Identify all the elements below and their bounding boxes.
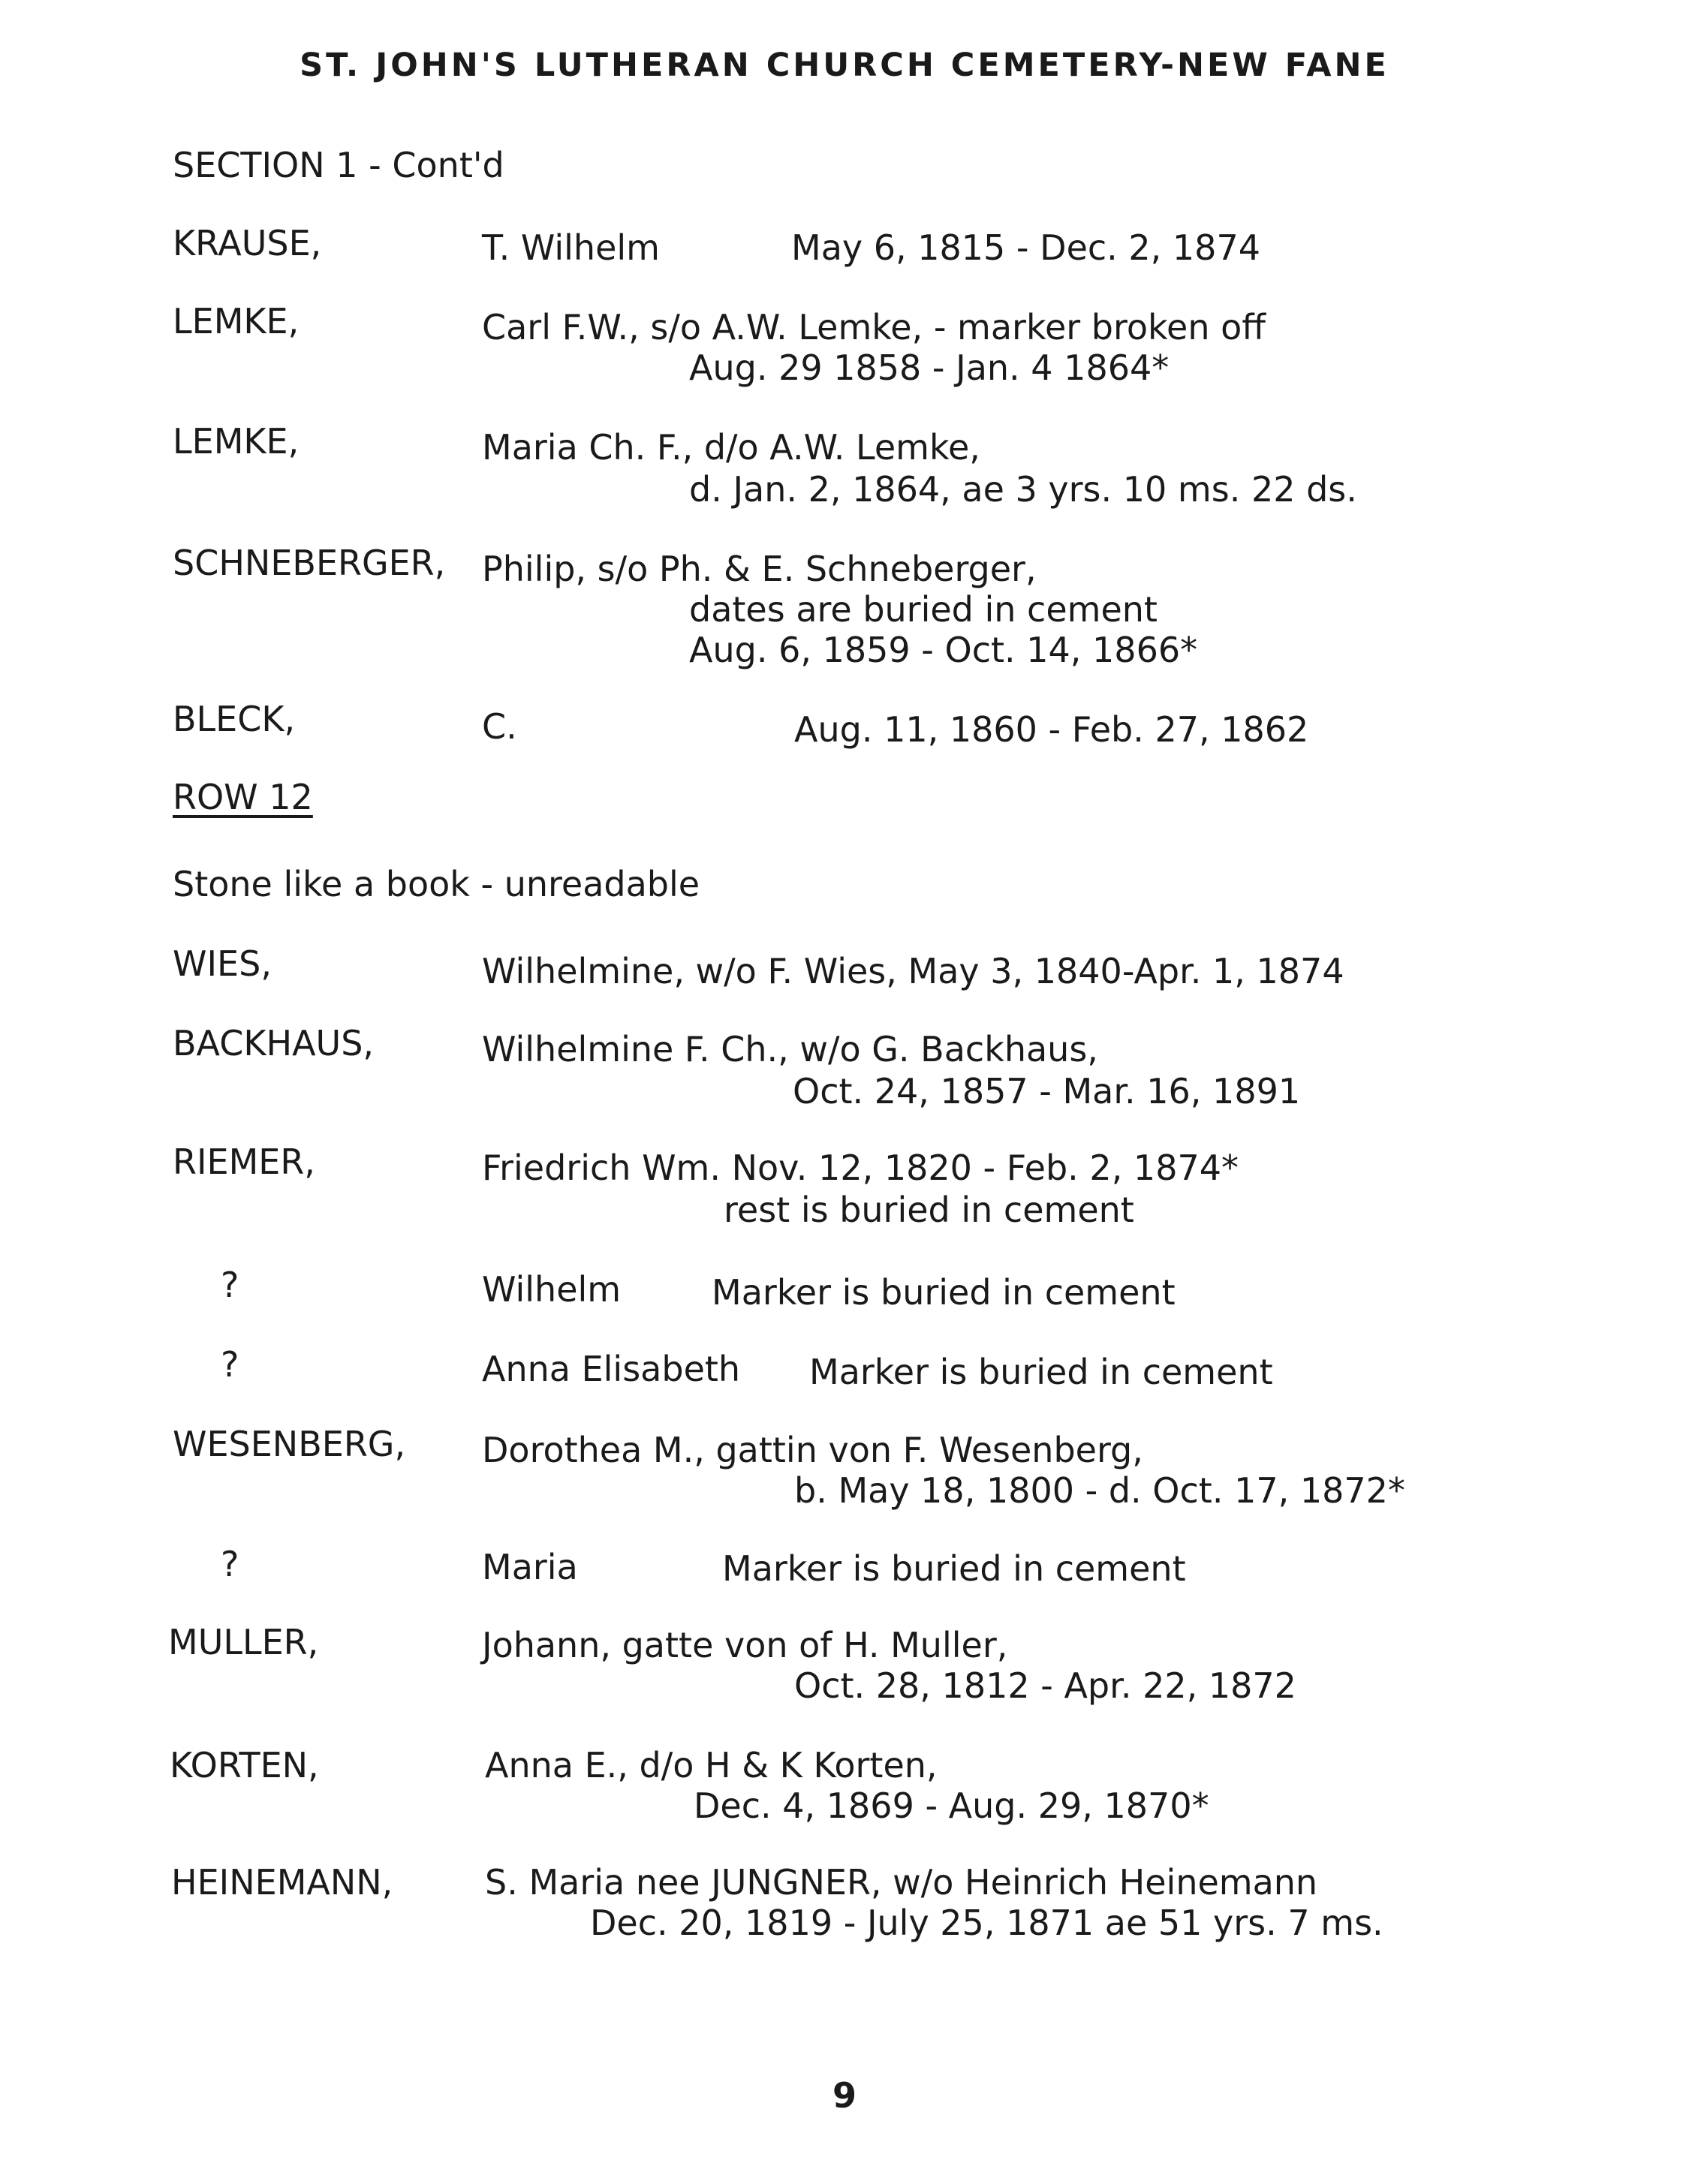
entry-given: C. — [482, 706, 517, 747]
entry-line: Dec. 4, 1869 - Aug. 29, 1870* — [694, 1785, 1209, 1826]
entry-line: Oct. 24, 1857 - Mar. 16, 1891 — [793, 1071, 1301, 1112]
entry-line: Dec. 20, 1819 - July 25, 1871 ae 51 yrs. 7 ms. — [590, 1903, 1383, 1943]
page-title: ST. JOHN'S LUTHERAN CHURCH CEMETERY-NEW FANE — [300, 47, 1389, 84]
section-heading: SECTION 1 - Cont'd — [173, 145, 504, 185]
entry-line: dates are buried in cement — [689, 589, 1158, 630]
entry-dates: Aug. 11, 1860 - Feb. 27, 1862 — [794, 709, 1309, 750]
entry-line: b. May 18, 1800 - d. Oct. 17, 1872* — [794, 1470, 1405, 1511]
entry-surname: LEMKE, — [173, 301, 300, 341]
entry-given: Maria — [482, 1547, 578, 1587]
entry-given: T. Wilhelm — [482, 227, 660, 268]
entry-surname: BLECK, — [173, 699, 296, 739]
entry-surname: HEINEMANN, — [171, 1862, 393, 1903]
entry-surname: ? — [221, 1344, 239, 1385]
entry-line: rest is buried in cement — [724, 1190, 1134, 1230]
entry-line: Dorothea M., gattin von F. Wesenberg, — [482, 1430, 1143, 1470]
entry-surname: WIES, — [173, 943, 272, 984]
entry-line: Wilhelmine F. Ch., w/o G. Backhaus, — [482, 1029, 1098, 1069]
entry-surname: SCHNEBERGER, — [173, 543, 446, 583]
entry-surname: LEMKE, — [173, 421, 300, 462]
page-number: 9 — [832, 2075, 857, 2116]
entry-line: Friedrich Wm. Nov. 12, 1820 - Feb. 2, 1874* — [482, 1148, 1239, 1188]
entry-line: Johann, gatte von of H. Muller, — [482, 1625, 1008, 1665]
entry-surname: ? — [221, 1544, 239, 1584]
entry-line: Aug. 29 1858 - Jan. 4 1864* — [689, 347, 1170, 388]
entry-given: Wilhelm — [482, 1269, 622, 1310]
entry-line: S. Maria nee JUNGNER, w/o Heinrich Heinemann — [485, 1862, 1318, 1903]
book-stone-note: Stone like a book - unreadable — [173, 864, 700, 904]
entry-surname: KRAUSE, — [173, 223, 322, 263]
entry-line: Maria Ch. F., d/o A.W. Lemke, — [482, 427, 980, 468]
entry-surname: KORTEN, — [170, 1745, 319, 1785]
entry-note: Marker is buried in cement — [712, 1272, 1176, 1313]
entry-line: Carl F.W., s/o A.W. Lemke, - marker broken off — [482, 307, 1266, 347]
entry-note: Marker is buried in cement — [722, 1548, 1186, 1589]
entry-line: d. Jan. 2, 1864, ae 3 yrs. 10 ms. 22 ds. — [689, 469, 1357, 510]
entry-line: Anna E., d/o H & K Korten, — [485, 1745, 938, 1785]
entry-surname: WESENBERG, — [173, 1424, 406, 1464]
entry-line: Aug. 6, 1859 - Oct. 14, 1866* — [689, 630, 1198, 670]
entry-surname: ? — [221, 1265, 239, 1305]
row-heading: ROW 12 — [173, 777, 313, 817]
entry-line: Philip, s/o Ph. & E. Schneberger, — [482, 549, 1037, 589]
entry-surname: BACKHAUS, — [173, 1023, 375, 1063]
entry-surname: MULLER, — [168, 1622, 319, 1662]
entry-line: Oct. 28, 1812 - Apr. 22, 1872 — [794, 1665, 1296, 1706]
entry-note: Marker is buried in cement — [809, 1352, 1273, 1392]
entry-given: Anna Elisabeth — [482, 1349, 741, 1389]
entry-line: Wilhelmine, w/o F. Wies, May 3, 1840-Apr. 1, 1874 — [482, 951, 1344, 991]
entry-surname: RIEMER, — [173, 1142, 315, 1182]
entry-dates: May 6, 1815 - Dec. 2, 1874 — [791, 227, 1260, 268]
